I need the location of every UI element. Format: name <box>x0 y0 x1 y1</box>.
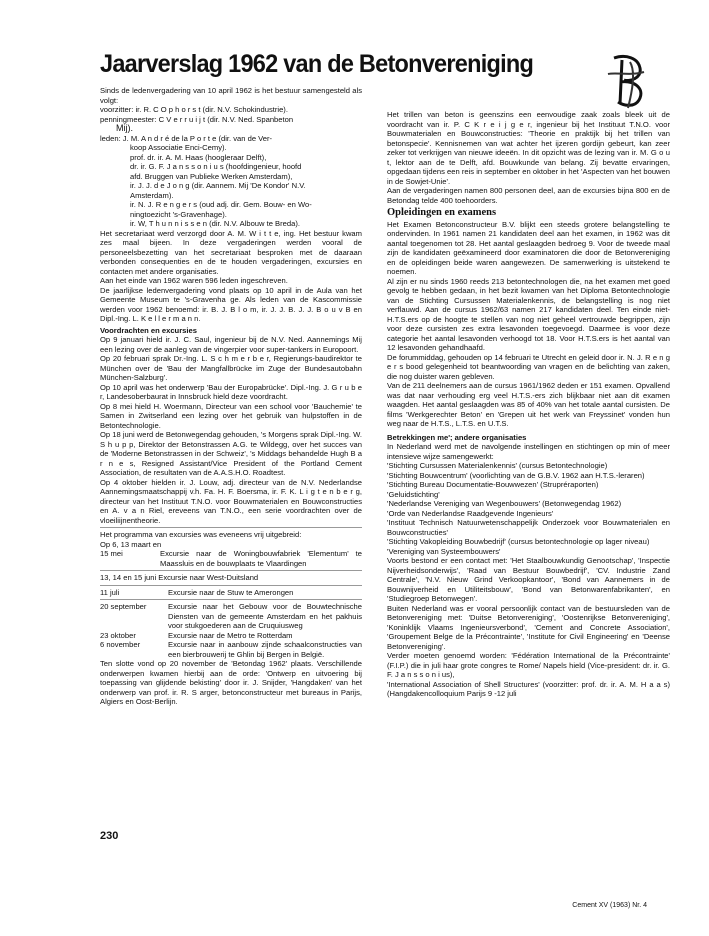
section-heading: Betrekkingen me'; andere organisaties <box>387 432 527 442</box>
paragraph: Het programma van excursies was eveneens vrij uitgebreid: <box>100 530 302 539</box>
paragraph: 'International Association of Shell Structures' (voorzitter: prof. dr. ir. A. M. H a a s) (Hangdakencolloquium Parijs 9 -12 juli <box>387 679 670 698</box>
divider <box>100 527 362 528</box>
board-member-line: Amsterdam). <box>130 190 174 200</box>
excursion-row <box>100 640 362 659</box>
paragraph: Aan het einde van 1962 waren 596 leden ingeschreven. <box>100 276 288 285</box>
page-number: 230 <box>100 830 119 842</box>
excursion-row <box>100 631 362 641</box>
paragraph: Ten slotte vond op 20 november de 'Betondag 1962' plaats. Verschillende onderwerpen kwamen hierbij aan de orde: 'Ontwerp en uitvoering bij toepassing van glijdende bekisting' door ir. J. Snijder, 'Hangdaken' van het onderwerp van prof. ir. R. S arger, betonconstructeur met bureaus in Parijs, Algiers en Oost-Berlijn. <box>100 659 362 706</box>
paragraph: Het Examen Betonconstructeur B.V. blijkt een steeds grotere belangstelling te ondervinden. In 1961 namen 21 kandidaten deel aan het examen, in 1962 was dit aantal toegenomen tot 28. Het aantal geslaagden bedroeg 9. Voor de tweede maal zijn de kandidaten geëxamineerd door examinatoren die door de Betonvereniging en de opleidingen beide waren aangewezen. De samenwerking is uitstekend te noemen. <box>387 219 670 276</box>
paragraph: penningmeester: C V e r r u i j t (dir. N.V. Ned. Spanbeton <box>100 114 294 124</box>
paragraph: De forummiddag, gehouden op 14 februari te Utrecht en geleid door ir. N. J. R e n g e r s bood gelegenheid tot beantwoording van vragen en de belichting van zaken, die nog duister waren gebleven. <box>387 352 670 381</box>
paragraph: Op 18 juni werd de Betonwegendag gehouden, 's Morgens sprak Dipl.-Ing. W. S h u p p, Direktor der Betonstrassen A.G. te Wildegg, over het succes van de 'Moderne Betonstrassen in der Schweiz', 's Middags behandelde Hugh B a r n e s, Resigned Assistant/Vice President of the Portland Cement Association, de resultaten van de A.A.S.H.O. Roadtest. <box>100 430 362 477</box>
paragraph: Op 8 mei hield H. Woermann, Directeur van een school voor 'Bauchemie' te Samen in Zwitserland een lezing over het gebruik van hulpstoffen in de Betontechnologie. <box>100 401 362 430</box>
right-column <box>387 110 670 699</box>
excursion-date: 15 mei <box>100 549 123 558</box>
organisation-item: 'Vereniging van Systeembouwers' <box>387 546 501 556</box>
paragraph: Sinds de ledenvergadering van 10 april 1962 is het bestuur samengesteld als volgt: <box>100 86 362 105</box>
organisation-item: 'Stichting Bureau Documentatie-Bouwwezen' (Strupréraporten) <box>387 480 599 489</box>
betonvereniging-logo <box>600 52 652 112</box>
excursion-text: Excursie naar de Stuw te Amerongen <box>168 587 294 597</box>
organisation-item: 'Stichting Vakopleiding Bouwbedrijf' (cursus betontechnologie op lager niveau) <box>387 537 650 546</box>
excursion-text: Excursie naar de Woningbouwfabriek 'Elementum' te Maassluis en de bouwplaats te Vlaardingen <box>160 549 362 568</box>
excursion-date: 6 november <box>100 640 141 649</box>
divider <box>100 585 362 586</box>
organisation-item: 'Instituut Technisch Natuurwetenschappelijk Onderzoek voor Bouwmaterialen en Bouwconstructies' <box>387 518 670 537</box>
excursion-row <box>100 549 362 568</box>
divider <box>100 599 362 600</box>
paragraph: leden: J. M. A n d r é de la P o r t e (dir. van de Ver- <box>100 133 273 143</box>
paragraph: Op 6, 13 maart en <box>100 539 162 549</box>
board-member-line: dr. ir. G. F. J a n s s o n i u s (hoofdingenieur, hoofd <box>130 162 302 171</box>
journal-reference: Cement XV (1963) Nr. 4 <box>572 902 647 909</box>
paragraph: Verder moeten genoemd worden: 'Fédération International de la Précontrainte' (F.I.P.) die in juli haar grote congres te Rome/ Napels hield (Vice-president: dr. ir. G. F. J a n s s o n i us), <box>387 651 670 679</box>
excursion-date: 23 oktober <box>100 630 136 640</box>
paragraph: 13, 14 en 15 juni Excursie naar West-Duitsland <box>100 573 259 582</box>
organisation-item: 'Stichting Bouwcentrum' (voorlichting van de G.B.V. 1962 aan H.T.S.-leraren) <box>387 470 645 480</box>
board-member-line: prof. dr. ir. A. M. Haas (hoogleraar Delft), <box>130 152 267 162</box>
paragraph: In Nederland werd met de navolgende instellingen en stichtingen op min of meer intensieve wijze samengewerkt: <box>387 442 670 461</box>
paragraph: Aan de vergaderingen namen 800 personen deel, aan de excursies bijna 800 en de Betondag telde 400 toehoorders. <box>387 186 670 205</box>
organisation-item: 'Geluidstichting' <box>387 489 440 499</box>
paragraph: Op 10 april was het onderwerp 'Bau der Europabrücke'. Dipl.-Ing. J. G r u b e r, Landesoberbaurat in Innsbruck hield deze voordracht. <box>100 382 362 401</box>
paragraph: Mij). <box>116 123 133 133</box>
divider <box>100 570 362 571</box>
excursion-text: Excursie naar in aanbouw zijnde schaalconstructies van een bierbrouwerij te Ghlin bij Bergen in België. <box>168 640 362 659</box>
paragraph: Het trillen van beton is geenszins een eenvoudige zaak zoals bleek uit de voordracht van ir. P. C K r e i j g e r, ingenieur bij het Instituut T.N.O. voor Bouwmaterialen en Bouwconstructies: 'Theorie en praktijk bij het trillen van betonspecie'. Kennisnemen van wat achter het ijzeren gordijn gebeurt, kan zeer zeker tot verkrijgen van nieuwe ideeën. In dit opzicht was de lezing van ir. M. G o u t, lektor aan de te Delft, afd. Bouwkunde van belang. Zij bevatte ervaringen, opgedaan tijdens een reis in september en oktober in het 'Aspecten van het bouwen in de Sowjet-Unie'. <box>387 110 670 186</box>
paragraph: Op 9 januari hield ir. J. C. Saul, ingenieur bij de N.V. Ned. Aannemings Mij een lezing over de aanleg van de vingerpier voor super-tankers in Europoort. <box>100 335 362 354</box>
paragraph: De jaarlijkse ledenvergadering vond plaats op 10 april in de Aula van het Gemeente Museum te 's-Gravenha ge. Als leden van de Kascommissie werden voor 1962 benoemd: ir. B. J. B l o m, ir. J. J. B. J. J. B o u v B en Dipl.-Ing. L. K e l l e r m a n n. <box>100 285 362 323</box>
board-member-line: afd. Bruggen van Publieke Werken Amsterdam), <box>130 171 293 181</box>
left-column <box>100 86 362 707</box>
paragraph: Al zijn er nu sinds 1960 reeds 213 betontechnologen die, na het examen met goed gevolg te hebben gedaan, in het bezit kwamen van het Diploma Betontechnologie van de Stichting Cursussen Materialenkennis, de belangstelling is nog niet verflauwd. Aan de cursus 1962/63 namen 217 kandidaten deel. Ten einde niet-H.T.S.ers op de hoogte te stellen van nog niet geheel vertrouwde begrippen, zijn voor deze cursisten zes extra lesavonden toegevoegd. Daarmee is voor deze categorie het aantal lesavonden verhoogd tot 18. Voor H.T.S.ers is het aantal van 12 lesavonden gehandhaafd. <box>387 276 670 352</box>
board-member-line: koop Associatie Enci-Cemy). <box>130 143 227 152</box>
excursion-date: 11 juli <box>100 587 120 597</box>
organisation-item: 'Orde van Nederlandse Raadgevende Ingenieurs' <box>387 508 554 518</box>
excursion-text: Excursie naar de Metro te Rotterdam <box>168 630 293 640</box>
board-member-line: ningtoezicht 's-Gravenhage). <box>130 209 227 219</box>
paragraph: Op 4 oktober hielden ir. J. Louw, adj. directeur van de N.V. Nederlandse Aannemingsmaatschappij v.h. Fa. H. F. Boersma, ir. F. K. L i g t e n b e r g, directeur van het Instituut T.N.O. voor Bouwmaterialen en Bouwconstructies en A. v a n Riel, ereveens van T.N.O., een serie voordrachten over de vloeiliijnentheorie. <box>100 477 362 525</box>
excursion-date: 20 september <box>100 602 147 611</box>
excursion-row <box>100 588 362 598</box>
organisation-item: 'Stichting Cursussen Materialenkennis' (cursus Betontechnologie) <box>387 461 608 470</box>
paragraph: Voorts bestond er een contact met: 'Het Staalbouwkundig Genootschap', 'Inspectie Nijverheidsonderwijs', 'Raad van Bestuur Bouwbedrijf', 'CV. Industrie Zand Centrale', 'N.V. Nieuw Grind Verkoopkantoor', 'Bond van Aannemers in de Bouwnijverheid en Utiliteitsbouw', 'Bond van Betonwarenfabrikanten', en 'Studiegroep Betonwegen'. <box>387 556 670 603</box>
excursion-row <box>100 602 362 631</box>
paragraph: Het secretariaat werd verzorgd door A. M. W i t t e, ing. Het bestuur kwam zes maal bijeen. In deze vergaderingen werden vooral de personeelsbezetting van het secretariaat besproken met de daaraan verbonden consequenties en de te houden vergaderingen, excursies en contacten met andere organisaties. <box>100 228 362 276</box>
paragraph: voorzitter: ir. R. C O p h o r s t (dir. N.V. Schokindustrie). <box>100 105 288 114</box>
section-heading: Opleidingen en examens <box>387 207 497 218</box>
page-title: Jaarverslag 1962 van de Betonvereniging <box>100 50 534 78</box>
section-heading: Voordrachten en excursies <box>100 325 197 335</box>
board-member-line: ir. N. J. R e n g e r s (oud adj. dir. Gem. Bouw- en Wo- <box>130 200 312 209</box>
board-member-line: ir. J. J. d e J o n g (dir. Aannem. Mij 'De Kondor' N.V. <box>130 181 306 190</box>
paragraph: Buiten Nederland was er vooral persoonlijk contact van de bestuursleden van de Betonvereniging met: 'Duitse Betonvereniging', 'Oostenrijkse Betonvereniging', 'Koninklijk Vlaams Ingenieursverbond', 'Cement and Concrete Association', 'Groupement Belge de la Précontrainte', 'Institute for Civil Engineering' en 'Deense Betonvereniging'. <box>387 603 670 651</box>
board-member-line: ir. W, T h u n n i s s e n (dir. N.V. Albouw te Breda). <box>130 219 300 228</box>
paragraph: Op 20 februari sprak Dr.-Ing. L. S c h m e r b e r, Regierungs-baudirektor te München over de 'Bau der Mangfallbrücke im Zuge der Bundesautobahn München-Salzburg'. <box>100 354 362 382</box>
organisation-item: 'Nederlandse Vereniging van Wegenbouwers' (Betonwegendag 1962) <box>387 499 622 508</box>
paragraph: Van de 211 deelnemers aan de cursus 1961/1962 deden er 151 examen. Opvallend was dat naar verhouding erg veel H.T.S.-ers zich blijkbaar niet aan dit examen waagden. Het aantal geslaagden was 85 of 40% van het totale aantal cursisten. De films 'Werkgerechter Beton' en 'Grepen uit het werk van Freyssinet' vonden hun weg naar de H.T.S., L.T.S. en U.T.S. <box>387 381 670 428</box>
excursion-text: Excursie naar het Gebouw voor de Bouwtechnische Diensten van de gemeente Amsterdam en het pakhuis voor stukgoederen aan de Cruquiusweg <box>168 602 362 630</box>
